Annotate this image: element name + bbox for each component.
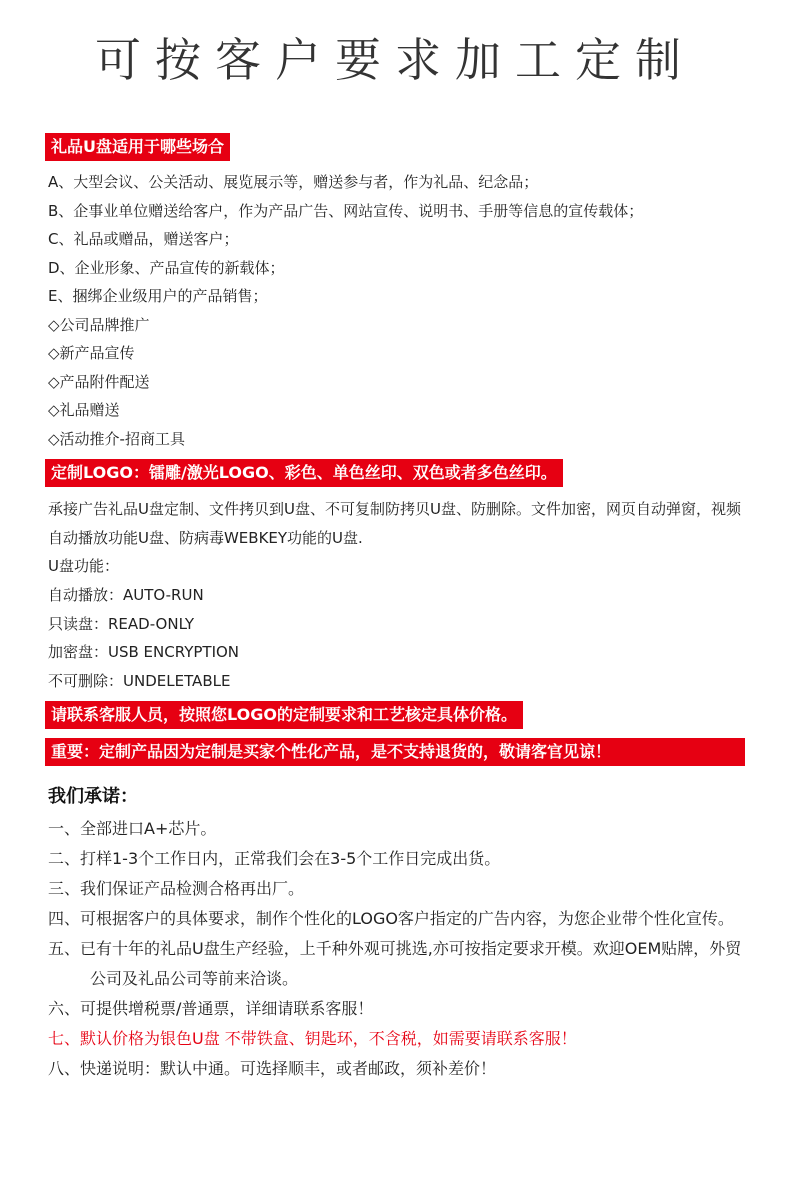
list-item: ◇礼品赠送 xyxy=(48,401,120,419)
list-item: B、企事业单位赠送给客户，作为产品广告、网站宣传、说明书、手册等信息的宣传载体； xyxy=(48,201,644,220)
usage-list xyxy=(48,168,748,453)
list-item: 二、打样1-3个工作日内，正常我们会在3-5个工作日完成出货。 xyxy=(48,849,501,868)
list-item: E、捆绑企业级用户的产品销售； xyxy=(48,287,268,305)
list-item: ◇产品附件配送 xyxy=(48,372,150,391)
list-item: 不可删除：UNDELETABLE xyxy=(48,672,231,691)
list-item: 加密盘：USB ENCRYPTION xyxy=(48,643,240,662)
contact-banner: 请联系客服人员，按照您LOGO的定制要求和工艺核定具体价格。 xyxy=(45,701,523,729)
list-item: U盘功能： xyxy=(48,557,119,576)
important-banner: 重要：定制产品因为定制是买家个性化产品，是不支持退货的，敬请客官见谅！ xyxy=(45,738,745,766)
logo-paragraph: 承接广告礼品U盘定制、文件拷贝到U盘、不可复制防拷贝U盘、防删除。文件加密，网页自动弹窗，视频自动播放功能U盘、防病毒WEBKEY功能的U盘. xyxy=(48,500,741,547)
list-item: 四、可根据客户的具体要求，制作个性化的LOGO客户指定的广告内容，为您企业带个性化宣传。 xyxy=(48,909,734,928)
promise-list xyxy=(48,814,748,1084)
list-item: D、企业形象、产品宣传的新载体； xyxy=(48,258,285,277)
logo-features-list xyxy=(48,495,748,696)
list-item: 五、已有十年的礼品U盘生产经验，上千种外观可挑选,亦可按指定要求开模。欢迎OEM贴牌，外贸公司及礼品公司等前来洽谈。 xyxy=(48,939,742,988)
list-item: 七、默认价格为银色U盘 不带铁盒、钥匙环，不含税，如需要请联系客服！ xyxy=(48,1029,577,1048)
list-item: C、礼品或赠品，赠送客户； xyxy=(48,230,239,248)
list-item: ◇公司品牌推广 xyxy=(48,315,150,334)
usage-banner: 礼品U盘适用于哪些场合 xyxy=(45,133,230,161)
list-item: A、大型会议、公关活动、展览展示等，赠送参与者，作为礼品、纪念品； xyxy=(48,173,539,191)
list-item: 一、全部进口A+芯片。 xyxy=(48,819,217,838)
list-item: 三、我们保证产品检测合格再出厂。 xyxy=(48,879,305,898)
list-item: 自动播放：AUTO-RUN xyxy=(48,586,204,605)
promise-heading: 我们承诺： xyxy=(48,786,138,807)
list-item: ◇活动推介-招商工具 xyxy=(48,429,185,448)
list-item: 只读盘：READ-ONLY xyxy=(48,614,195,633)
page-title: 可按客户要求加工定制 xyxy=(95,33,695,87)
logo-banner: 定制LOGO：镭雕/激光LOGO、彩色、单色丝印、双色或者多色丝印。 xyxy=(45,459,563,487)
list-item: 六、可提供增税票/普通票，详细请联系客服！ xyxy=(48,999,374,1018)
list-item: 八、快递说明：默认中通。可选择顺丰，或者邮政，须补差价！ xyxy=(48,1059,497,1078)
list-item: ◇新产品宣传 xyxy=(48,344,135,362)
